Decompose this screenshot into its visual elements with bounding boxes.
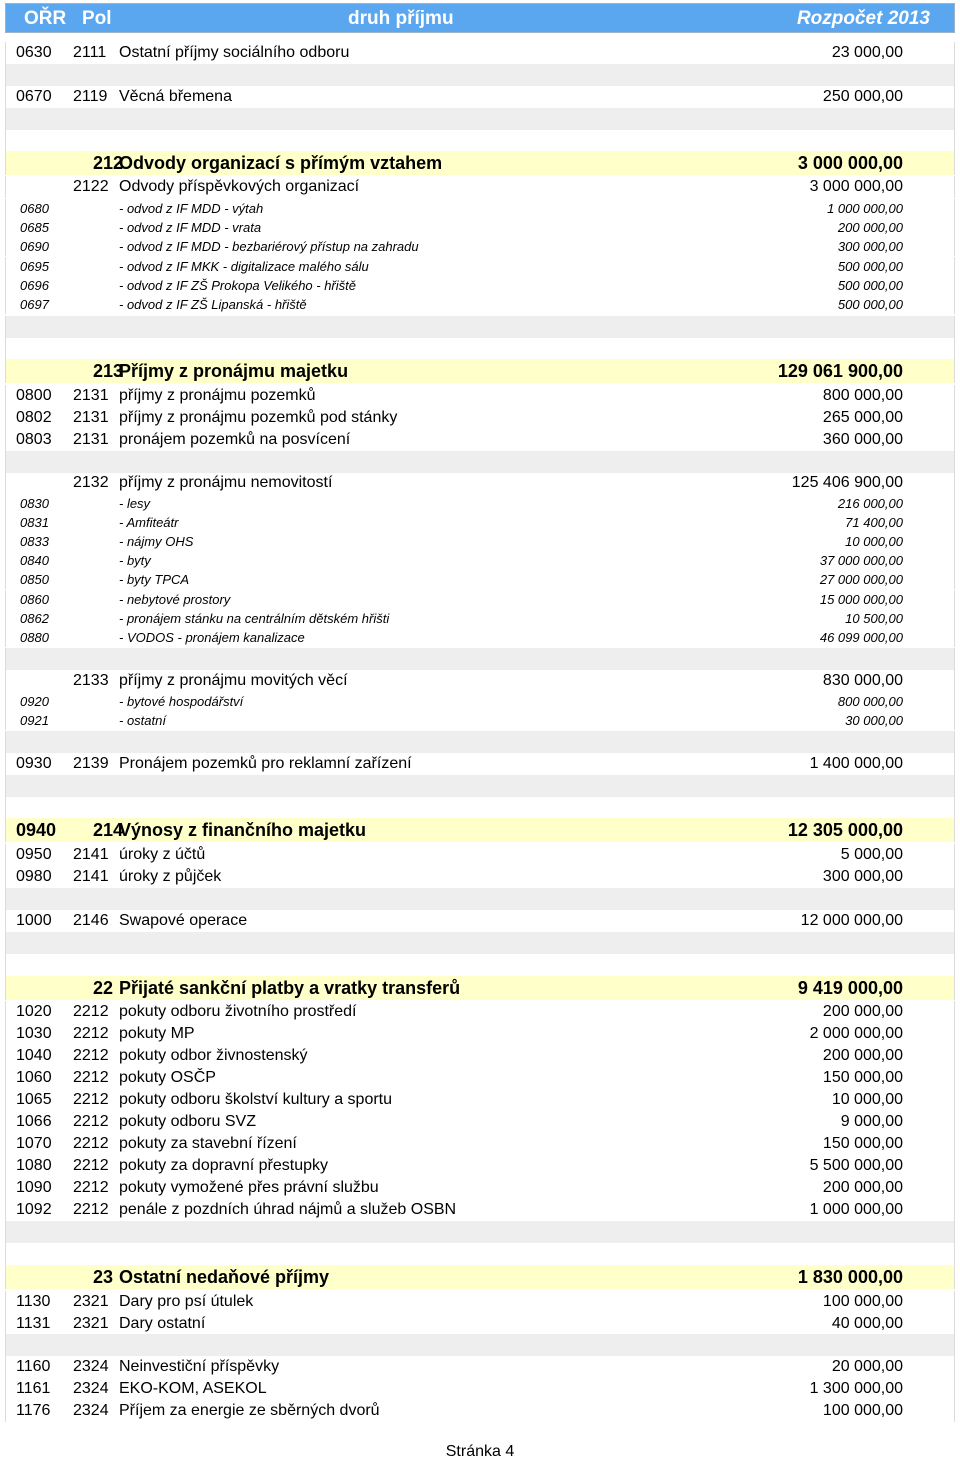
orr-cell: 1020 — [16, 1003, 52, 1020]
orr-cell: 0860 — [20, 592, 49, 607]
amount-cell: 129 061 900,00 — [777, 361, 903, 381]
amount-cell: 500 000,00 — [837, 297, 903, 312]
table-row — [5, 1400, 955, 1422]
page-number: Stránka 4 — [445, 1443, 515, 1460]
description-cell: Ostatní nedaňové příjmy — [119, 1267, 330, 1287]
description-cell: příjmy z pronájmu movitých věcí — [119, 672, 348, 689]
spacer-row — [5, 1243, 955, 1265]
table-row — [5, 1023, 955, 1045]
amount-cell: 360 000,00 — [822, 431, 903, 448]
amount-cell: 200 000,00 — [822, 1179, 903, 1196]
amount-cell: 3 000 000,00 — [809, 178, 903, 195]
orr-cell: 0695 — [20, 259, 49, 274]
orr-cell: 0862 — [20, 611, 49, 626]
pol-cell: 23 — [93, 1267, 114, 1287]
table-row — [5, 1177, 955, 1199]
orr-cell: 0696 — [20, 278, 49, 293]
pol-cell: 2324 — [73, 1380, 109, 1397]
description-cell: pokuty vymožené přes právní službu — [119, 1179, 379, 1196]
orr-cell: 1161 — [16, 1380, 51, 1397]
description-cell: pokuty odboru životního prostředí — [119, 1003, 357, 1020]
description-cell: - odvod z IF MDD - výtah — [119, 201, 264, 216]
orr-cell: 0830 — [20, 496, 49, 511]
header-pol: Pol — [82, 8, 112, 29]
pol-cell: 2119 — [73, 88, 108, 105]
description-cell: - byty TPCA — [119, 572, 190, 587]
amount-cell: 10 000,00 — [831, 1091, 903, 1108]
table-row — [5, 692, 955, 711]
spacer-row — [5, 731, 955, 753]
orr-cell: 1040 — [16, 1047, 52, 1064]
table-row — [5, 1313, 955, 1335]
table-row — [5, 86, 955, 108]
description-cell: - odvod z IF ZŠ Prokopa Velikého - hřiště — [119, 278, 356, 293]
orr-cell: 1065 — [16, 1091, 52, 1108]
table-row — [5, 276, 955, 295]
orr-cell: 1131 — [16, 1315, 51, 1332]
amount-cell: 1 000 000,00 — [827, 201, 903, 216]
table-row — [5, 753, 955, 775]
orr-cell: 0950 — [16, 846, 52, 863]
description-cell: - nájmy OHS — [119, 534, 194, 549]
table-row — [5, 513, 955, 532]
description-cell: - Amfiteátr — [119, 515, 179, 530]
amount-cell: 5 000,00 — [840, 846, 903, 863]
description-cell: pokuty OSČP — [119, 1069, 216, 1086]
group-heading-row — [5, 151, 955, 175]
amount-cell: 150 000,00 — [822, 1069, 903, 1086]
orr-cell: 0802 — [16, 409, 52, 426]
table-row — [5, 1067, 955, 1089]
orr-cell: 1066 — [16, 1113, 52, 1130]
description-cell: Neinvestiční příspěvky — [119, 1358, 280, 1375]
amount-cell: 46 099 000,00 — [819, 630, 903, 645]
pol-cell: 2146 — [73, 912, 109, 929]
table-row — [5, 494, 955, 513]
amount-cell: 20 000,00 — [831, 1358, 903, 1375]
amount-cell: 300 000,00 — [822, 868, 903, 885]
amount-cell: 500 000,00 — [837, 259, 903, 274]
amount-cell: 800 000,00 — [822, 387, 903, 404]
amount-cell: 200 000,00 — [822, 1003, 903, 1020]
table-row — [5, 866, 955, 888]
table-row — [5, 1001, 955, 1023]
table-row — [5, 385, 955, 407]
description-cell: pokuty odboru SVZ — [119, 1113, 256, 1130]
table-row — [5, 1045, 955, 1067]
orr-cell: 0980 — [16, 868, 52, 885]
group-heading-row — [5, 976, 955, 1000]
description-cell: EKO-KOM, ASEKOL — [119, 1380, 267, 1397]
orr-cell: 0930 — [16, 755, 52, 772]
table-row — [5, 910, 955, 932]
description-cell: - pronájem stánku na centrálním dětském hřišti — [119, 611, 390, 626]
pol-cell: 2324 — [73, 1358, 109, 1375]
orr-cell: 0670 — [16, 88, 52, 105]
pol-cell: 212 — [93, 153, 124, 173]
pol-cell: 2321 — [73, 1315, 109, 1332]
table-row — [5, 532, 955, 551]
description-cell: pokuty odboru školství kultury a sportu — [119, 1091, 393, 1108]
amount-cell: 500 000,00 — [837, 278, 903, 293]
amount-cell: 2 000 000,00 — [809, 1025, 903, 1042]
amount-cell: 40 000,00 — [831, 1315, 903, 1332]
table-row — [5, 590, 955, 609]
table-row — [5, 295, 955, 314]
orr-cell: 0800 — [16, 387, 52, 404]
spacer-row — [5, 1221, 955, 1243]
spacer-row — [5, 648, 955, 670]
description-cell: pokuty za dopravní přestupky — [119, 1157, 329, 1174]
spacer-row — [5, 1334, 955, 1356]
amount-cell: 9 419 000,00 — [797, 978, 903, 998]
spacer-row — [5, 130, 955, 152]
table-row — [5, 670, 955, 692]
table-row — [5, 42, 955, 64]
orr-cell: 0630 — [16, 44, 52, 61]
amount-cell: 5 500 000,00 — [809, 1157, 903, 1174]
amount-cell: 1 400 000,00 — [809, 755, 903, 772]
amount-cell: 71 400,00 — [845, 515, 903, 530]
header-orr: OŘR — [24, 8, 67, 29]
description-cell: Odvody organizací s přímým vztahem — [119, 153, 443, 173]
orr-cell: 1090 — [16, 1179, 52, 1196]
spacer-row — [5, 64, 955, 86]
orr-cell: 1070 — [16, 1135, 52, 1152]
description-cell: - bytové hospodářství — [119, 694, 244, 709]
amount-cell: 10 500,00 — [845, 611, 903, 626]
description-cell: Pronájem pozemků pro reklamní zařízení — [119, 755, 412, 772]
pol-cell: 2212 — [73, 1069, 109, 1086]
table-row — [5, 472, 955, 494]
description-cell: - lesy — [119, 496, 151, 511]
description-cell: úroky z účtů — [119, 846, 206, 863]
amount-cell: 27 000 000,00 — [819, 572, 903, 587]
table-row — [5, 237, 955, 256]
description-cell: penále z pozdních úhrad nájmů a služeb OSBN — [119, 1201, 457, 1218]
description-cell: - nebytové prostory — [119, 592, 231, 607]
table-row — [5, 429, 955, 451]
pol-cell: 213 — [93, 361, 124, 381]
orr-cell: 0831 — [20, 515, 49, 530]
description-cell: Přijaté sankční platby a vratky transferů — [119, 978, 461, 998]
orr-cell: 1092 — [16, 1201, 52, 1218]
description-cell: - odvod z IF ZŠ Lipanská - hřiště — [119, 297, 307, 312]
description-cell: Příjem za energie ze sběrných dvorů — [119, 1402, 380, 1419]
table-row — [5, 1199, 955, 1221]
pol-cell: 2321 — [73, 1293, 109, 1310]
orr-cell: 1030 — [16, 1025, 52, 1042]
table-row — [5, 1155, 955, 1177]
amount-cell: 216 000,00 — [837, 496, 903, 511]
amount-cell: 265 000,00 — [822, 409, 903, 426]
description-cell: Ostatní příjmy sociálního odboru — [119, 44, 350, 61]
group-heading-row — [5, 818, 955, 842]
orr-cell: 1000 — [16, 912, 52, 929]
header-rozpocet: Rozpočet 2013 — [796, 8, 930, 29]
spacer-row — [5, 797, 955, 819]
description-cell: pokuty odbor živnostenský — [119, 1047, 308, 1064]
description-cell: Výnosy z finančního majetku — [119, 820, 367, 840]
pol-cell: 2212 — [73, 1135, 109, 1152]
pol-cell: 22 — [93, 978, 114, 998]
pol-cell: 2139 — [73, 755, 109, 772]
description-cell: Dary pro psí útulek — [119, 1293, 254, 1310]
group-heading-row — [5, 1265, 955, 1289]
amount-cell: 12 305 000,00 — [787, 820, 903, 840]
orr-cell: 0850 — [20, 572, 49, 587]
description-cell: - odvod z IF MDD - vrata — [119, 220, 262, 235]
table-row — [5, 218, 955, 237]
spacer-row — [5, 338, 955, 360]
table-row — [5, 1291, 955, 1313]
table-row — [5, 551, 955, 570]
amount-cell: 30 000,00 — [845, 713, 903, 728]
amount-cell: 200 000,00 — [837, 220, 903, 235]
orr-cell: 0685 — [20, 220, 49, 235]
description-cell: pokuty za stavební řízení — [119, 1135, 297, 1152]
table-row — [5, 1378, 955, 1400]
orr-cell: 1060 — [16, 1069, 52, 1086]
description-cell: Věcná břemena — [119, 88, 232, 105]
orr-cell: 0697 — [20, 297, 49, 312]
pol-cell: 2132 — [73, 474, 109, 491]
description-cell: příjmy z pronájmu pozemků — [119, 387, 316, 404]
pol-cell: 2324 — [73, 1402, 109, 1419]
amount-cell: 12 000 000,00 — [800, 912, 903, 929]
description-cell: příjmy z pronájmu pozemků pod stánky — [119, 409, 398, 426]
pol-cell: 2212 — [73, 1113, 109, 1130]
amount-cell: 23 000,00 — [831, 44, 903, 61]
orr-cell: 0840 — [20, 553, 49, 568]
table-row — [5, 1089, 955, 1111]
description-cell: - VODOS - pronájem kanalizace — [119, 630, 305, 645]
description-cell: Odvody příspěvkových organizací — [119, 178, 360, 195]
spacer-row — [5, 108, 955, 130]
table-row — [5, 609, 955, 628]
amount-cell: 830 000,00 — [822, 672, 903, 689]
spacer-row — [5, 954, 955, 976]
table-row — [5, 844, 955, 866]
table-row — [5, 628, 955, 647]
description-cell: Swapové operace — [119, 912, 248, 929]
table-row — [5, 176, 955, 198]
amount-cell: 10 000,00 — [845, 534, 903, 549]
amount-cell: 800 000,00 — [837, 694, 903, 709]
description-cell: Dary ostatní — [119, 1315, 206, 1332]
description-cell: pokuty MP — [119, 1025, 195, 1042]
amount-cell: 200 000,00 — [822, 1047, 903, 1064]
table-row — [5, 1133, 955, 1155]
description-cell: Příjmy z pronájmu majetku — [119, 361, 349, 381]
pol-cell: 2122 — [73, 178, 109, 195]
spacer-row — [5, 775, 955, 797]
description-cell: úroky z půjček — [119, 868, 222, 885]
pol-cell: 2131 — [73, 431, 109, 448]
amount-cell: 1 300 000,00 — [809, 1380, 903, 1397]
description-cell: - byty — [119, 553, 151, 568]
orr-cell: 1080 — [16, 1157, 52, 1174]
pol-cell: 2131 — [73, 387, 109, 404]
amount-cell: 1 000 000,00 — [809, 1201, 903, 1218]
spacer-row — [5, 316, 955, 338]
amount-cell: 300 000,00 — [837, 239, 903, 254]
amount-cell: 9 000,00 — [840, 1113, 903, 1130]
table-row — [5, 199, 955, 218]
table-row — [5, 1356, 955, 1378]
orr-cell: 0680 — [20, 201, 49, 216]
pol-cell: 2212 — [73, 1157, 109, 1174]
orr-cell: 0920 — [20, 694, 49, 709]
header-druh-prijmu: druh příjmu — [348, 8, 454, 29]
amount-cell: 250 000,00 — [822, 88, 903, 105]
amount-cell: 15 000 000,00 — [819, 592, 903, 607]
description-cell: pronájem pozemků na posvícení — [119, 431, 351, 448]
amount-cell: 100 000,00 — [822, 1402, 903, 1419]
orr-cell: 0921 — [20, 713, 49, 728]
orr-cell: 0940 — [16, 820, 57, 840]
table-row — [5, 711, 955, 730]
table-row — [5, 570, 955, 589]
description-cell: příjmy z pronájmu nemovitostí — [119, 474, 333, 491]
description-cell: - odvod z IF MKK - digitalizace malého sálu — [119, 259, 369, 274]
description-cell: - odvod z IF MDD - bezbariérový přístup na zahradu — [119, 239, 419, 254]
spacer-row — [5, 932, 955, 954]
table-row — [5, 407, 955, 429]
amount-cell: 37 000 000,00 — [819, 553, 903, 568]
orr-cell: 0880 — [20, 630, 49, 645]
pol-cell: 2212 — [73, 1091, 109, 1108]
orr-cell: 0803 — [16, 431, 52, 448]
pol-cell: 2133 — [73, 672, 109, 689]
table-row — [5, 1111, 955, 1133]
group-heading-row — [5, 359, 955, 383]
pol-cell: 2141 — [73, 868, 109, 885]
orr-cell: 1176 — [16, 1402, 51, 1419]
pol-cell: 2212 — [73, 1003, 109, 1020]
pol-cell: 2131 — [73, 409, 109, 426]
pol-cell: 2212 — [73, 1047, 109, 1064]
spacer-row — [5, 888, 955, 910]
amount-cell: 150 000,00 — [822, 1135, 903, 1152]
orr-cell: 1160 — [16, 1358, 51, 1375]
orr-cell: 0690 — [20, 239, 49, 254]
table-row — [5, 257, 955, 276]
pol-cell: 2212 — [73, 1179, 109, 1196]
pol-cell: 2111 — [73, 44, 107, 61]
pol-cell: 2141 — [73, 846, 109, 863]
pol-cell: 214 — [93, 820, 124, 840]
amount-cell: 1 830 000,00 — [797, 1267, 903, 1287]
spacer-row — [5, 451, 955, 473]
amount-cell: 125 406 900,00 — [791, 474, 903, 491]
amount-cell: 3 000 000,00 — [797, 153, 903, 173]
description-cell: - ostatní — [119, 713, 166, 728]
table-header — [5, 3, 955, 33]
orr-cell: 0833 — [20, 534, 49, 549]
amount-cell: 100 000,00 — [822, 1293, 903, 1310]
pol-cell: 2212 — [73, 1025, 109, 1042]
orr-cell: 1130 — [16, 1293, 51, 1310]
pol-cell: 2212 — [73, 1201, 109, 1218]
